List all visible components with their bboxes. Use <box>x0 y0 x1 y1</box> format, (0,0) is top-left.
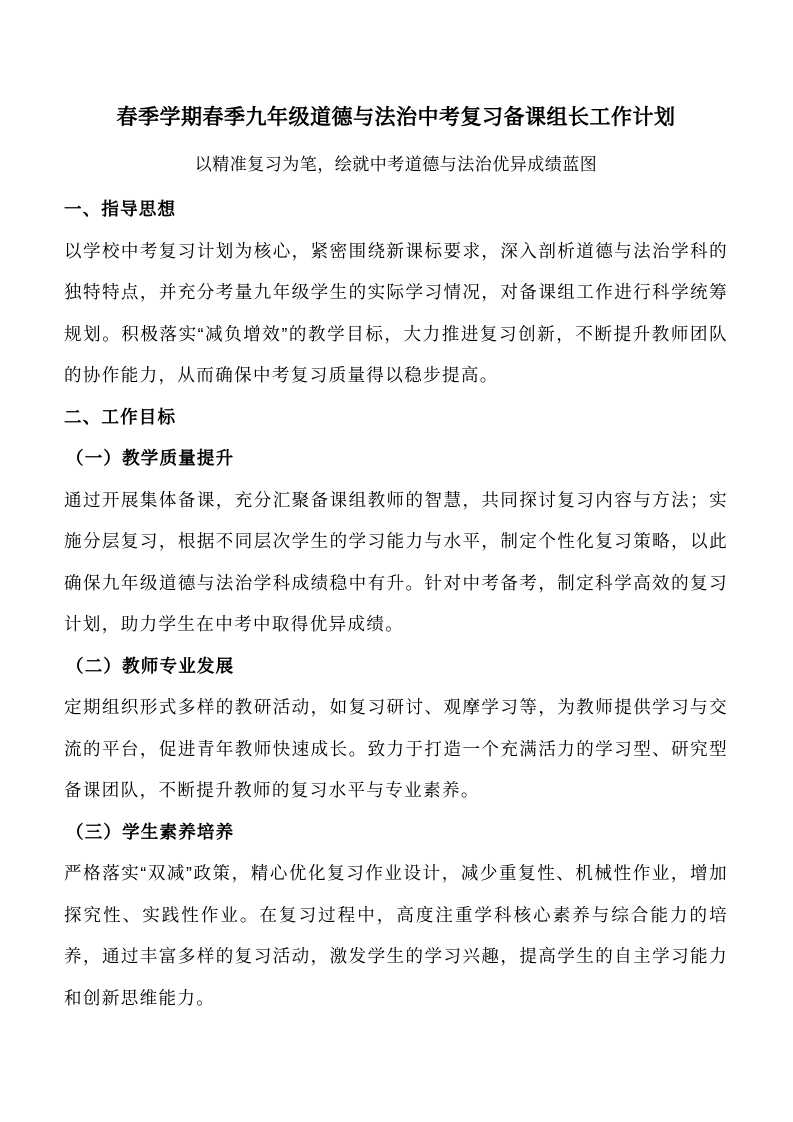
section-heading-work-goals: 二、工作目标 <box>64 406 177 427</box>
subsection-heading-teacher-development: （二）教师专业发展 <box>66 655 235 676</box>
document-title: 春季学期春季九年级道德与法治中考复习备课组长工作计划 <box>116 106 676 129</box>
subsection-heading-student-literacy: （三）学生素养培养 <box>66 821 235 842</box>
paragraph-student-literacy: 严格落实“双减”政策，精心优化复习作业设计，减少重复性、机械性作业，增加探究性、实践性作业。在复习过程中，高度注重学科核心素养与综合能力的培养，通过丰富多样的复习活动，激发学生的学习兴趣，提高学生的自主学习能力和创新思维能力。 <box>64 863 728 1008</box>
paragraph-teacher-development: 定期组织形式多样的教研活动，如复习研讨、观摩学习等，为教师提供学习与交流的平台，促进青年教师快速成长。致力于打造一个充满活力的学习型、研究型备课团队，不断提升教师的复习水平与专业素养。 <box>64 697 728 800</box>
section-heading-guiding-ideology: 一、指导思想 <box>64 199 177 219</box>
document-subtitle: 以精准复习为笔，绘就中考道德与法治优异成绩蓝图 <box>194 155 598 174</box>
subsection-heading-teaching-quality: （一）教学质量提升 <box>66 448 235 468</box>
paragraph-guiding-ideology: 以学校中考复习计划为核心，紧密围绕新课标要求，深入剖析道德与法治学科的独特特点，并充分考量九年级学生的实际学习情况，对备课组工作进行科学统筹规划。积极落实“减负增效”的教学目标，大力推进复习创新，不断提升教师团队的协作能力，从而确保中考复习质量得以稳步提高。 <box>64 240 728 385</box>
paragraph-teaching-quality: 通过开展集体备课，充分汇聚备课组教师的智慧，共同探讨复习内容与方法；实施分层复习，根据不同层次学生的学习能力与水平，制定个性化复习策略，以此确保九年级道德与法治学科成绩稳中有升。针对中考备考，制定科学高效的复习计划，助力学生在中考中取得优异成绩。 <box>64 489 728 634</box>
